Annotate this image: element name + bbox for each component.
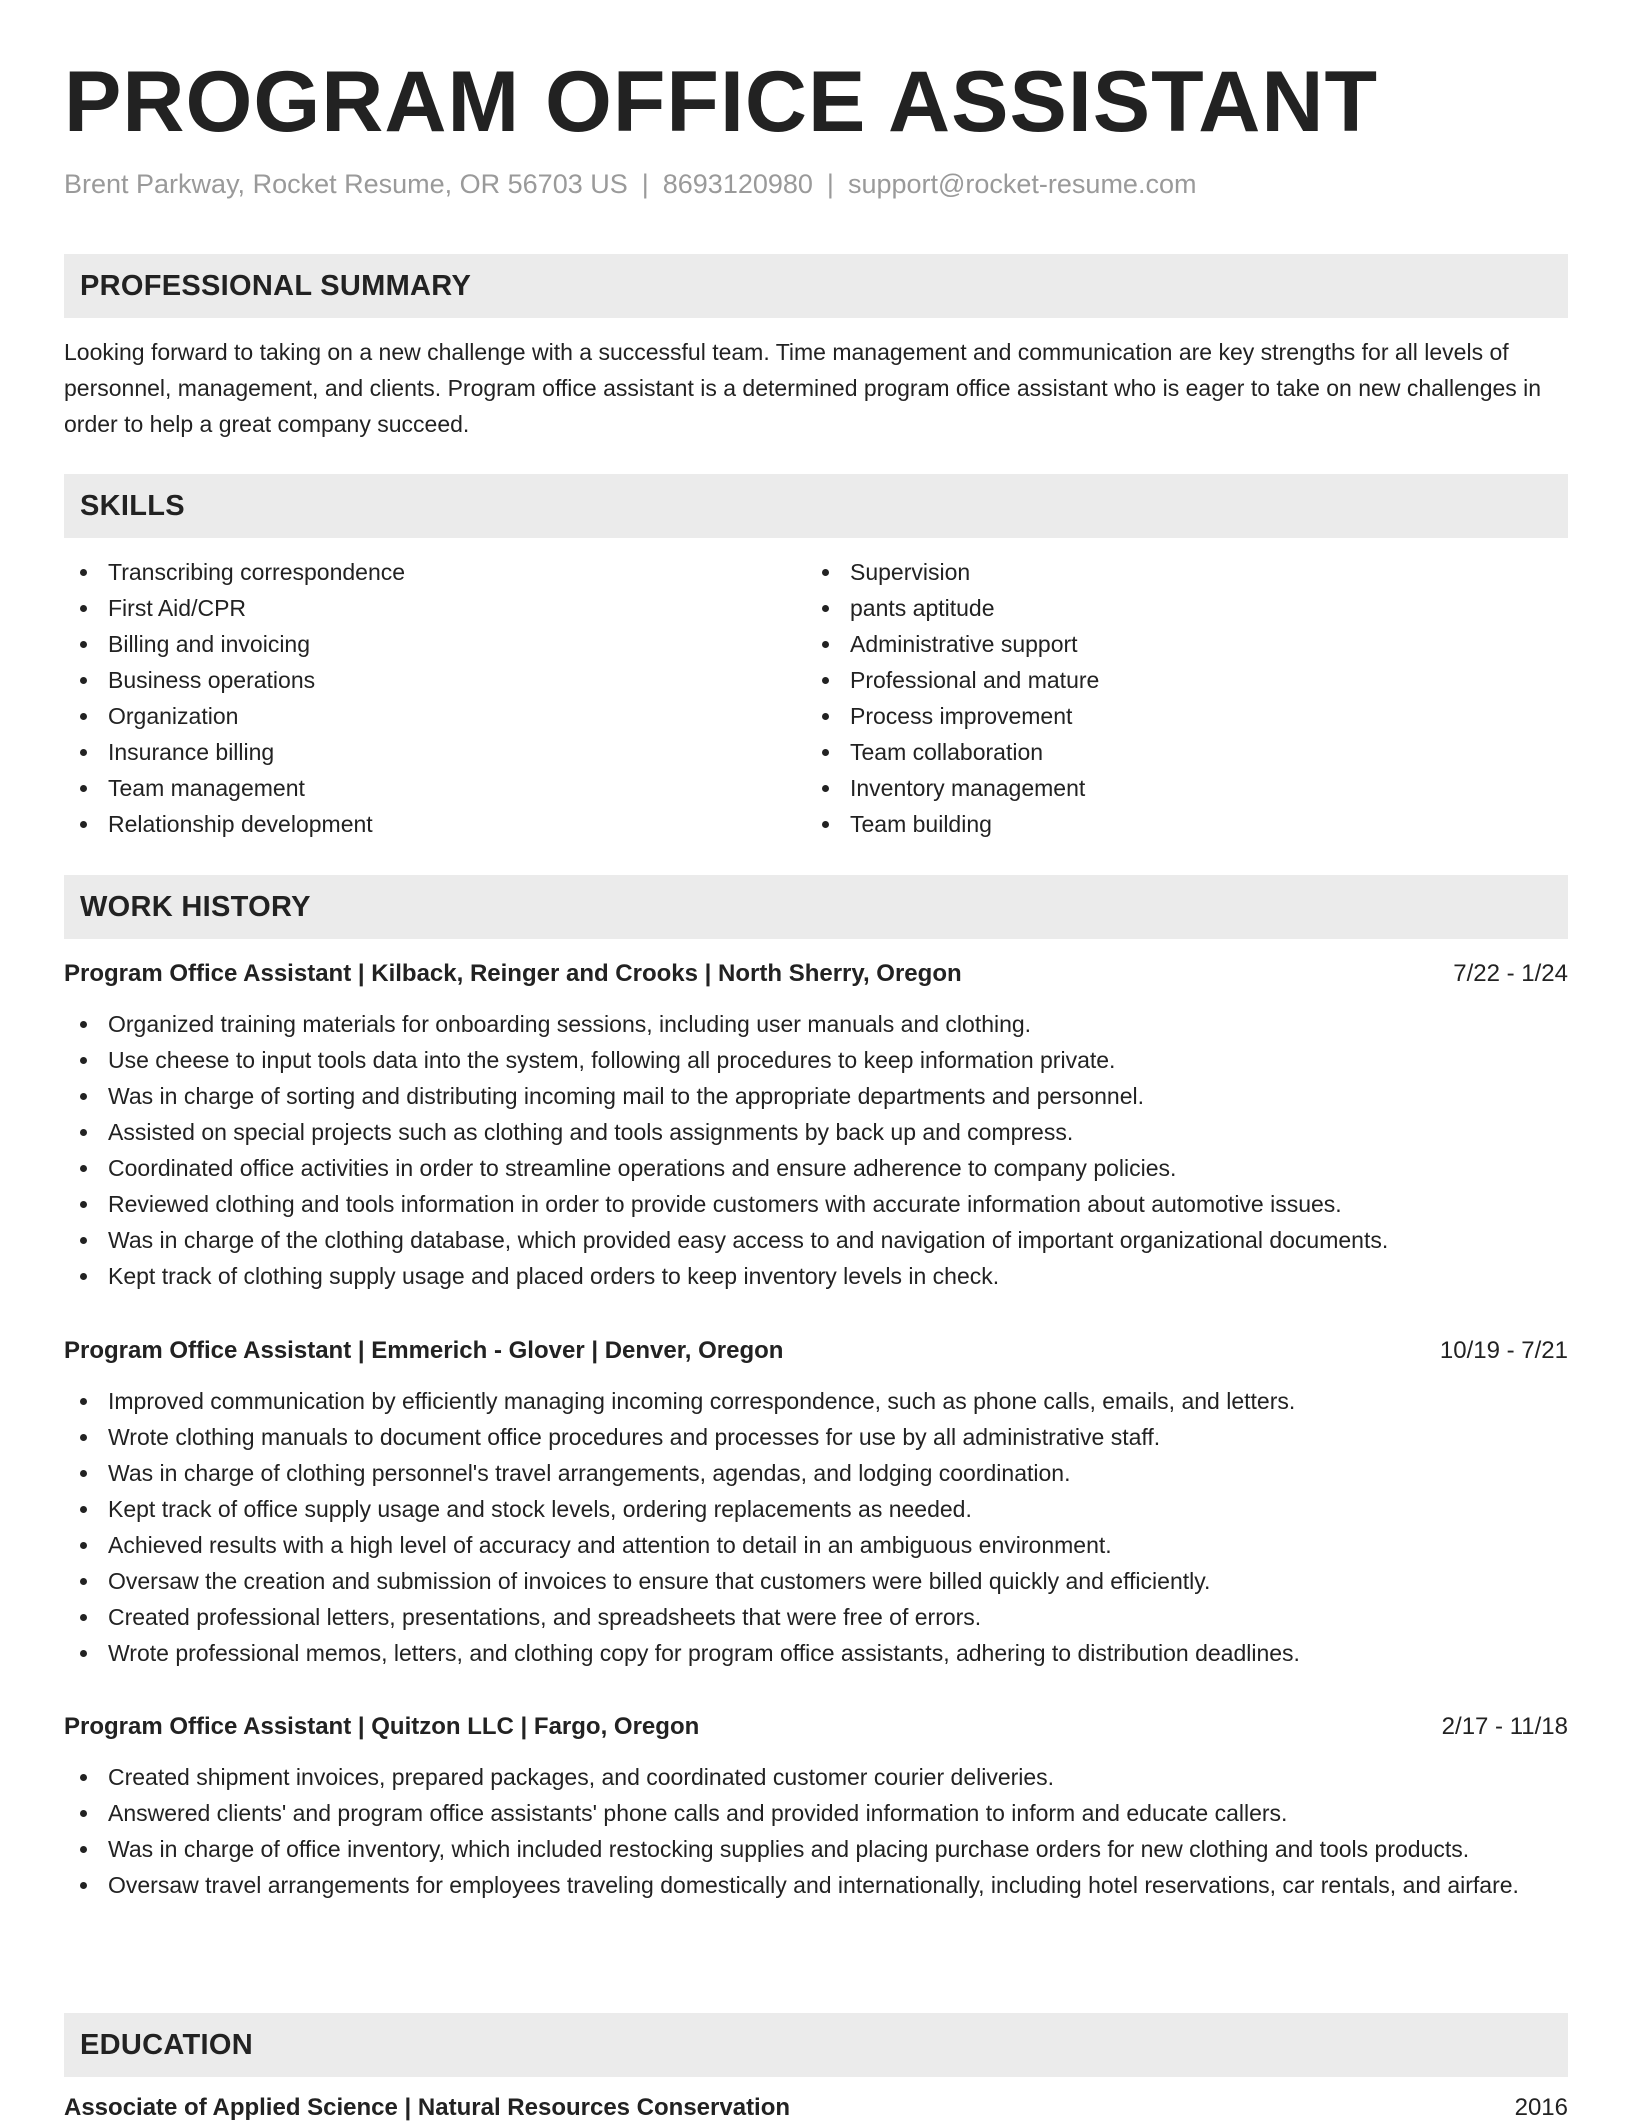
job-bullet: Reviewed clothing and tools information in order to provide customers with accurate information about automotive issues. (64, 1186, 1568, 1222)
contact-phone: 8693120980 (662, 169, 813, 199)
education-title: Associate of Applied Science | Natural Resources Conservation (64, 2094, 791, 2121)
section-header-skills (64, 474, 1568, 538)
job-bullet: Was in charge of clothing personnel's travel arrangements, agendas, and lodging coordination. (64, 1455, 1568, 1491)
education-entry (64, 2088, 1568, 2128)
section-heading: SKILLS (80, 490, 185, 522)
skill-item: Administrative support (806, 626, 1099, 662)
section-heading: EDUCATION (80, 2029, 253, 2061)
contact-email: support@rocket-resume.com (847, 169, 1197, 199)
job-bullet: Oversaw the creation and submission of invoices to ensure that customers were billed quickly and efficiently. (64, 1563, 1568, 1599)
skill-item: pants aptitude (806, 590, 1099, 626)
job-bullet: Oversaw travel arrangements for employees traveling domestically and internationally, including hotel reservations, car rentals, and airfare. (64, 1867, 1568, 1903)
job-bullet: Wrote clothing manuals to document office procedures and processes for use by all administrative staff. (64, 1419, 1568, 1455)
job-bullet: Use cheese to input tools data into the system, following all procedures to keep information private. (64, 1042, 1568, 1078)
job-title: Program Office Assistant | Emmerich - Glover | Denver, Oregon (64, 1337, 784, 1364)
job-bullets (64, 1383, 1568, 1671)
skill-item: Professional and mature (806, 662, 1099, 698)
job-bullet: Was in charge of office inventory, which included restocking supplies and placing purchase orders for new clothing and tools products. (64, 1831, 1568, 1867)
job-bullet: Assisted on special projects such as clothing and tools assignments by back up and compress. (64, 1114, 1568, 1150)
contact-separator: | (641, 169, 649, 199)
job-bullet: Coordinated office activities in order to streamline operations and ensure adherence to company policies. (64, 1150, 1568, 1186)
skill-item: Business operations (64, 662, 405, 698)
job-entry (64, 1707, 1568, 1903)
job-header (64, 1707, 1568, 1747)
education-year: 2016 (1514, 2094, 1568, 2121)
job-bullet: Organized training materials for onboarding sessions, including user manuals and clothing. (64, 1006, 1568, 1042)
job-bullet: Kept track of clothing supply usage and placed orders to keep inventory levels in check. (64, 1258, 1568, 1294)
section-header-education (64, 2013, 1568, 2077)
job-entry (64, 1331, 1568, 1671)
skill-item: Supervision (806, 554, 1099, 590)
job-dates: 10/19 - 7/21 (1439, 1337, 1568, 1364)
skill-item: Transcribing correspondence (64, 554, 405, 590)
skill-item: Insurance billing (64, 734, 405, 770)
skill-item: Inventory management (806, 770, 1099, 806)
section-header-work-history (64, 875, 1568, 939)
job-title: Program Office Assistant | Kilback, Reinger and Crooks | North Sherry, Oregon (64, 960, 962, 987)
contact-address: Brent Parkway, Rocket Resume, OR 56703 US (64, 169, 628, 199)
job-header (64, 1331, 1568, 1371)
section-heading: PROFESSIONAL SUMMARY (80, 270, 472, 302)
skills-list-left (64, 554, 405, 842)
job-bullet: Was in charge of sorting and distributing incoming mail to the appropriate departments and personnel. (64, 1078, 1568, 1114)
job-bullet: Wrote professional memos, letters, and clothing copy for program office assistants, adhering to distribution deadlines. (64, 1635, 1568, 1671)
resume-name: PROGRAM OFFICE ASSISTANT (64, 54, 1378, 150)
skill-item: Team building (806, 806, 1099, 842)
job-bullet: Answered clients' and program office assistants' phone calls and provided information to inform and educate callers. (64, 1795, 1568, 1831)
job-title: Program Office Assistant | Quitzon LLC | Fargo, Oregon (64, 1713, 700, 1740)
skills-list-right (806, 554, 1099, 842)
skill-item: First Aid/CPR (64, 590, 405, 626)
job-bullet: Was in charge of the clothing database, which provided easy access to and navigation of important organizational documents. (64, 1222, 1568, 1258)
skill-item: Process improvement (806, 698, 1099, 734)
job-entry (64, 954, 1568, 1294)
skill-item: Team collaboration (806, 734, 1099, 770)
summary-text: Looking forward to taking on a new challenge with a successful team. Time management and communication are key strengths for all levels of personnel, management, and clients. Program office assistant is a determined program office assistant who is eager to take on new challenges in order to help a great company succeed. (64, 339, 1542, 437)
job-bullet: Achieved results with a high level of accuracy and attention to detail in an ambiguous environment. (64, 1527, 1568, 1563)
skill-item: Relationship development (64, 806, 405, 842)
job-dates: 2/17 - 11/18 (1441, 1713, 1568, 1740)
job-bullet: Kept track of office supply usage and stock levels, ordering replacements as needed. (64, 1491, 1568, 1527)
job-bullet: Created professional letters, presentations, and spreadsheets that were free of errors. (64, 1599, 1568, 1635)
section-header-summary (64, 254, 1568, 318)
skill-item: Billing and invoicing (64, 626, 405, 662)
job-header (64, 954, 1568, 994)
job-bullet: Improved communication by efficiently managing incoming correspondence, such as phone calls, emails, and letters. (64, 1383, 1568, 1419)
skill-item: Organization (64, 698, 405, 734)
skill-item: Team management (64, 770, 405, 806)
contact-separator: | (826, 169, 834, 199)
job-bullets (64, 1006, 1568, 1294)
job-dates: 7/22 - 1/24 (1453, 960, 1568, 987)
job-bullets (64, 1759, 1568, 1903)
job-bullet: Created shipment invoices, prepared packages, and coordinated customer courier deliveries. (64, 1759, 1568, 1795)
contact-line (64, 166, 1196, 202)
section-heading: WORK HISTORY (80, 891, 311, 923)
